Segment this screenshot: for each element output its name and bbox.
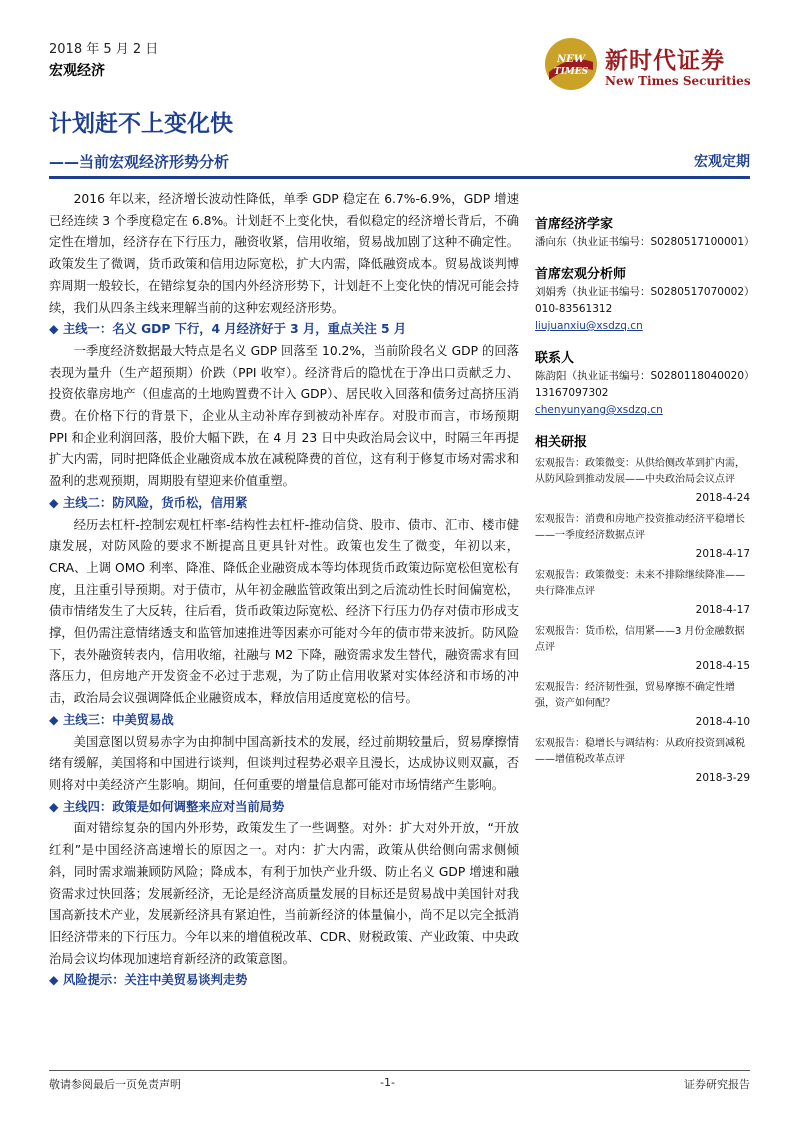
analyst-phone: 010-83561312 — [535, 303, 613, 315]
diamond-bullet-icon: ◆ — [49, 799, 59, 814]
diamond-bullet-icon: ◆ — [49, 973, 59, 988]
footer-divider — [49, 1070, 750, 1071]
report-category: 宏观经济 — [49, 63, 105, 79]
section-heading-4 — [49, 797, 519, 819]
intro-paragraph: 2016 年以来，经济增长波动性降低，单季 GDP 稳定在 6.7%-6.9%，GDP 增速已经连续 3 个季度稳定在 6.8%。计划赶不上变化快，看似稳定的经济增长背后，不确定性在增加，经济存在下行压力，融资收紧，信用收缩，贸易战加剧了这种不确定性。政策发生了微调，货币政策和信用边际宽松，扩大内需，降低融资成本。贸易战谈判博弈周期一般较长，在错综复杂的国内外经济形势下，计划赶不上变化快的情况可能会持续，我们从四条主线来理解当前的这种宏观经济形势。 — [49, 192, 519, 315]
header-divider — [49, 176, 750, 179]
risk-warning-text: 风险提示：关注中美贸易谈判走势 — [63, 973, 248, 988]
analyst-name: 刘娟秀（执业证书编号：S0280517070002） — [535, 286, 755, 298]
related-research-heading: 相关研报 — [535, 435, 588, 450]
section-heading-text: 主线二：防风险，货币松，信用紧 — [63, 495, 248, 510]
footer-report-label: 证券研究报告 — [684, 1078, 750, 1091]
research-item-title[interactable]: 宏观报告：经济韧性强，贸易摩擦不确定性增强，资产如何配？ — [535, 682, 735, 709]
report-body — [49, 189, 519, 992]
contact-name: 陈韵阳（执业证书编号：S0280118040020） — [535, 370, 755, 382]
company-logo — [543, 34, 753, 94]
section-heading-text: 主线一：名义 GDP 下行，4 月经济好于 3 月，重点关注 5 月 — [63, 322, 407, 337]
analyst-email-link[interactable]: liujuanxiu@xsdzq.cn — [535, 320, 643, 332]
diamond-bullet-icon: ◆ — [49, 712, 59, 727]
research-item-date: 2018-4-24 — [695, 492, 750, 504]
diamond-bullet-icon: ◆ — [49, 322, 59, 337]
related-research-list — [535, 456, 750, 786]
analyst-block — [535, 263, 755, 335]
sidebar — [535, 213, 755, 786]
section-heading-text: 主线四：政策是如何调整来应对当前局势 — [63, 799, 285, 814]
svg-text:NEW: NEW — [557, 54, 585, 65]
section-heading-2 — [49, 493, 519, 515]
new-times-emblem-icon — [543, 36, 599, 92]
page-number: -1- — [380, 1076, 395, 1089]
chief-economist-block — [535, 213, 755, 251]
analyst-heading: 首席宏观分析师 — [535, 267, 627, 282]
research-item-title[interactable]: 宏观报告：政策微变：未来不排除继续降准——央行降准点评 — [535, 570, 745, 597]
contact-block — [535, 347, 755, 419]
research-item-date: 2018-4-15 — [695, 660, 750, 672]
research-item-title[interactable]: 宏观报告：消费和房地产投资推动经济平稳增长——一季度经济数据点评 — [535, 514, 745, 541]
research-item-date: 2018-4-17 — [695, 548, 750, 560]
contact-phone: 13167097302 — [535, 387, 609, 399]
section-heading-text: 主线三：中美贸易战 — [63, 712, 174, 727]
page-title: 计划赶不上变化快 — [49, 111, 233, 137]
footer-disclaimer: 敬请参阅最后一页免责声明 — [49, 1078, 181, 1091]
page-subtitle: ——当前宏观经济形势分析 — [49, 153, 230, 171]
section-paragraph-4: 面对错综复杂的国内外形势，政策发生了一些调整。对外：扩大对外开放，“开放红利”是中国经济高速增长的原因之一。对内：扩大内需，政策从供给侧向需求侧倾斜，同时需求端兼顾防风险；降成本，有利于加快产业升级、防止名义 GDP 增速和融资需求过快回落；发展新经济，无论是经济高质量发展的目标还是贸易战中美国针对我国高新技术产业，发展新经济具有紧迫性，当前新经济的体量偏小，尚不足以完全抵消旧经济带来的下行压力。今年以来的增值税改革、CDR、财税政策、产业政策、中央政治局会议均体现加速培育新经济的政策意图。 — [49, 821, 519, 966]
section-heading-1 — [49, 319, 519, 341]
svg-text:TIMES: TIMES — [553, 67, 589, 77]
section-paragraph-3: 美国意图以贸易赤字为由抑制中国高新技术的发展，经过前期较量后，贸易摩擦情绪有缓解，美国将和中国进行谈判，但谈判过程势必艰辛且漫长，达成协议则双赢，否则将对中美经济产生影响。期间，任何重要的增量信息都可能对市场情绪产生影响。 — [49, 734, 519, 792]
chief-economist-name: 潘向东（执业证书编号：S0280517100001） — [535, 236, 755, 248]
research-item-title[interactable]: 宏观报告：货币松，信用紧——3 月份金融数据点评 — [535, 626, 745, 653]
contact-heading: 联系人 — [535, 351, 575, 366]
research-item-date: 2018-3-29 — [695, 772, 750, 784]
company-name-english: New Times Securities — [605, 74, 751, 88]
report-date: 2018 年 5 月 2 日 — [49, 42, 159, 57]
section-paragraph-2: 经历去杠杆-控制宏观杠杆率-结构性去杠杆-推动信贷、股市、债市、汇市、楼市健康发展，对防风险的要求不断提高且更具针对性。政策也发生了微变，年初以来，CRA、上调 OMO 利率、降准、降低企业融资成本等均体现货币政策边际宽松但宽松有度，且注重引导预期。对于债市，从年初金融监管政策出到之后流动性长时间偏宽松，债市情绪发生了大反转，往后看，货币政策边际宽松、经济下行压力仍存对债市形成支撑，但仍需注意情绪透支和监管加速推进等因素亦可能对今年的债市带来波折。防风险下，表外融资转表内，信用收缩，社融与 M2 下降，融资需求发生替代，融资需求有回落压力，但房地产开发资金不必过于悲观，为了防止信用收紧对实体经济和市场的冲击，政治局会议强调降低企业融资成本，释放信用适度宽松的信号。 — [49, 517, 519, 706]
research-item-title[interactable]: 宏观报告：稳增长与调结构：从政府投资到减税——增值税改革点评 — [535, 738, 745, 765]
research-item-date: 2018-4-17 — [695, 604, 750, 616]
risk-warning — [49, 970, 519, 992]
section-paragraph-1: 一季度经济数据最大特点是名义 GDP 回落至 10.2%，当前阶段名义 GDP 的回落表现为量升（生产超预期）价跌（PPI 收窄）。经济背后的隐忧在于净出口贡献乏力、投资依靠房地产（但虚高的土地购置费不计入 GDP）、居民收入回落和债务过高挤压消费。在价格下行的背景下，企业从主动补库存到被动补库存。对股市而言，市场预期 PPI 和企业利润回落，股价大幅下跌，在 4 月 23 日中央政治局会议中，时隔三年再提扩大内需，同时把降低企业融资成本放在减税降费的首位，这有利于修复市场对需求和盈利的悲观预期，周期股有望迎来价值重塑。 — [49, 343, 519, 489]
research-item-date: 2018-4-10 — [695, 716, 750, 728]
section-heading-3 — [49, 710, 519, 732]
research-item-title[interactable]: 宏观报告：政策微变：从供给侧改革到扩内需，从防风险到推动发展——中央政治局会议点评 — [535, 458, 745, 485]
contact-email-link[interactable]: chenyunyang@xsdzq.cn — [535, 404, 663, 416]
chief-economist-heading: 首席经济学家 — [535, 217, 614, 232]
report-type: 宏观定期 — [694, 154, 750, 170]
diamond-bullet-icon: ◆ — [49, 495, 59, 510]
company-name: 新时代证券 — [605, 47, 725, 74]
